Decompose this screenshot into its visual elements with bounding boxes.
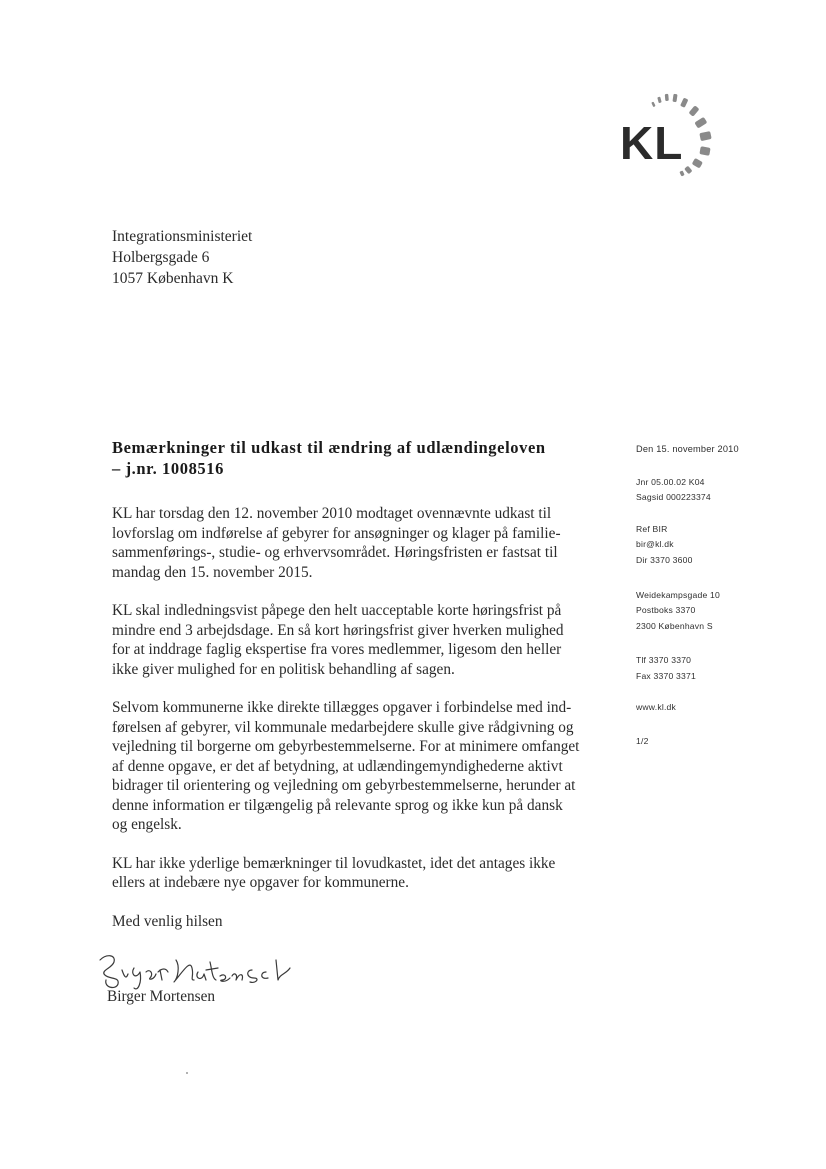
text-line: KL skal indledningsvist påpege den helt uacceptable korte høringsfrist på <box>112 602 562 619</box>
text-line: lovforslag om indførelse af gebyrer for ansøgninger og klager på familie- <box>112 524 561 542</box>
text-line: KL har torsdag den 12. november 2010 modtaget ovennævnte udkast til <box>112 505 552 522</box>
text-line: af denne opgave, er det af betydning, at udlændingemyndighederne aktivt <box>112 757 563 775</box>
handwritten-signature <box>94 950 304 992</box>
heading-line-2: – j.nr. 1008516 <box>112 459 224 478</box>
text-line: mandag den 15. november 2015. <box>112 563 313 581</box>
reference: Ref BIR <box>636 524 668 534</box>
scan-speck <box>186 1072 188 1074</box>
journal-number: Jnr 05.00.02 K04 <box>636 477 705 487</box>
text-line: KL har ikke yderlige bemærkninger til lovudkastet, idet det antages ikke <box>112 854 556 872</box>
sender-street: Weidekampsgade 10 <box>636 590 720 600</box>
text-line: for at inddrage faglig ekspertise fra vores medlemmer, ligesom den heller <box>112 641 562 658</box>
text-line: mindre end 3 arbejdsdage. En så kort høringsfrist giver hverken mulighed <box>112 621 564 639</box>
text-line: ellers at indebære nye opgaver for kommunerne. <box>112 874 409 891</box>
paragraph-1 <box>112 504 604 582</box>
phone: Tlf 3370 3370 <box>636 655 692 665</box>
paragraph-4 <box>112 854 604 893</box>
case-id: Sagsid 000223374 <box>636 492 711 502</box>
text-line: denne information er tilgængelig på relevante sprog og ikke kun på dansk <box>112 796 563 814</box>
text-line: og engelsk. <box>112 816 182 833</box>
heading-line-1: Bemærkninger til udkast til ændring af udlændingeloven <box>112 438 546 457</box>
text-line: vejledning til borgerne om gebyrbestemmelserne. For at minimere omfanget <box>112 738 580 755</box>
text-line: Selvom kommunerne ikke direkte tillægges opgaver i forbindelse med ind- <box>112 699 572 716</box>
recipient-address <box>112 226 252 289</box>
direct-phone: Dir 3370 3600 <box>636 555 693 565</box>
text-line: førelsen af gebyrer, vil kommunale medarbejdere skulle give rådgivning og <box>112 718 574 736</box>
paragraph-2 <box>112 601 604 679</box>
sender-city: 2300 København S <box>636 621 713 631</box>
kl-logo <box>612 82 730 192</box>
closing-greeting <box>112 912 604 932</box>
recipient-city: 1057 København K <box>112 270 234 287</box>
text-line: sammenførings-, studie- og erhvervsområdet. Høringsfristen er fastsat til <box>112 544 558 561</box>
text-line: ikke giver mulighed for en politisk behandling af sagen. <box>112 660 455 678</box>
email: bir@kl.dk <box>636 539 674 549</box>
logo-lettering: KL <box>620 117 684 169</box>
paragraph-3 <box>112 698 604 835</box>
text-line: Med venlig hilsen <box>112 912 223 930</box>
website: www.kl.dk <box>636 702 677 712</box>
recipient-name: Integrationsministeriet <box>112 228 253 245</box>
text-line: bidrager til orientering og vejledning om gebyrbestemmelserne, herunder at <box>112 777 576 794</box>
sender-postbox: Postboks 3370 <box>636 605 696 615</box>
recipient-street: Holbergsgade 6 <box>112 249 210 266</box>
letter-body <box>112 504 604 950</box>
fax: Fax 3370 3371 <box>636 671 696 681</box>
letter-heading <box>112 437 602 479</box>
signature-graphic <box>94 950 304 992</box>
letter-date: Den 15. november 2010 <box>636 444 739 454</box>
page-number: 1/2 <box>636 736 649 746</box>
signer-name: Birger Mortensen <box>107 988 216 1005</box>
